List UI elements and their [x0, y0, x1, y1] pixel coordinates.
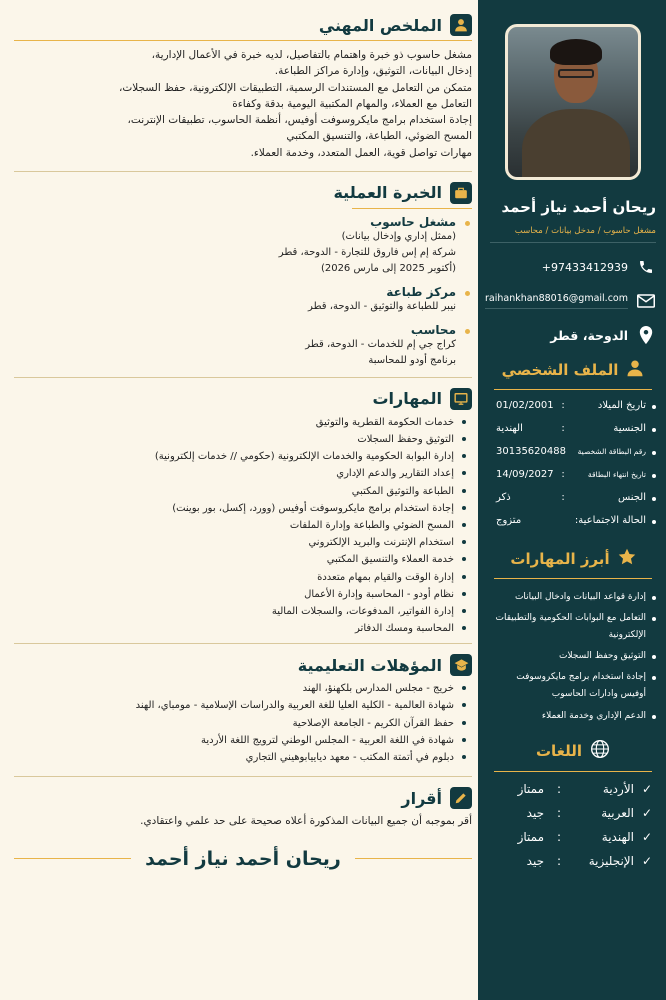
summary-heading: الملخص المهني: [14, 14, 472, 36]
profile-row-nationality: الجنسية : الهندية: [490, 423, 656, 434]
list-item: خدمات الحكومة القطرية والتوثيق: [14, 414, 454, 431]
education-list: [14, 680, 472, 766]
declaration-heading: أقرار: [14, 787, 472, 809]
profile-row-gender: الجنس : ذكر: [490, 492, 656, 503]
languages-list: [490, 782, 656, 868]
summary-text: مشغل حاسوب ذو خبرة واهتمام بالتفاصيل، لديه خبرة في الأعمال الإدارية، إدخال البيانات، التوثيق، وإدارة مراكز الطباعة. متمكن من التعامل مع المستندات الرسمية، التطبيقات الإلكترونية، حفظ السجلات، التعامل مع العملاء، والمهام المكتبية اليومية بدقة وكفاءة إجادة استخدام برامج مايكروسوفت أوفيس، أنظمة الحاسوب، تطبيقات الإنترنت، المسح الضوئي، الطباعة، والتنسيق المكتبي مهارات تواصل قوية، العمل المتعدد، وخدمة العملاء.: [118, 49, 472, 159]
list-item: إجادة استخدام برامج مايكروسوفت أوفيس (وورد، إكسل، بور بوينت): [14, 500, 454, 517]
list-item: الطباعة والتوثيق المكتبي: [14, 483, 454, 500]
top-skills-heading: أبرز المهارات: [494, 548, 652, 579]
contact-location: [490, 325, 656, 345]
list-item: خدمة العملاء والتنسيق المكتبي: [14, 551, 454, 568]
list-item: التوثيق وحفظ السجلات: [490, 648, 646, 665]
list-item: المسح الضوئي والطباعة وإدارة الملفات: [14, 517, 454, 534]
skills-heading: المهارات: [14, 388, 472, 410]
education-section: [14, 654, 472, 766]
language-row: ✓ الأردية : ممتاز: [517, 781, 652, 796]
declaration-text: أقر بموجبه أن جميع البيانات المذكورة أعلاه صحيحة على حد علمي واعتقادي.: [140, 815, 472, 828]
experience-section: [14, 182, 472, 369]
profile-row-id-expiry: تاريخ انتهاء البطاقة : 14/09/2027: [490, 469, 656, 480]
skills-section: [14, 388, 472, 637]
top-skills-list: [490, 589, 656, 725]
check-icon: ✓: [641, 805, 652, 820]
check-icon: ✓: [641, 829, 652, 844]
contact-email: [484, 291, 656, 311]
contact-block: [484, 257, 656, 345]
monitor-icon: [450, 388, 472, 410]
list-item: دبلوم في أتمتة المكتب - معهد دياييابوهيني التجاري: [14, 749, 454, 766]
languages-heading: اللغات: [494, 739, 652, 772]
sidebar: [478, 0, 666, 1000]
list-item: التعامل مع البوابات الحكومية والتطبيقات الإلكترونية: [490, 610, 646, 644]
phone-icon: [636, 257, 656, 277]
list-item: شهادة العالمية - الكلية العليا للغة العربية والدراسات الإسلامية - مومباي، الهند: [14, 697, 454, 714]
email-icon: [636, 291, 656, 311]
experience-item: محاسب كراج جي إم للخدمات - الدوحة، قطر برنامج أودو للمحاسبة: [14, 323, 472, 369]
contact-phone: [490, 257, 656, 277]
globe-icon: [590, 739, 610, 763]
location-pin-icon: [636, 325, 656, 345]
education-heading: المؤهلات التعليمية: [14, 654, 472, 676]
candidate-name: ريحان أحمد نياز أحمد: [501, 198, 656, 216]
list-item: إعداد التقارير والدعم الإداري: [14, 465, 454, 482]
profile-row-marital: الحالة الاجتماعية: متزوج: [490, 515, 656, 526]
list-item: الدعم الإداري وخدمة العملاء: [490, 708, 646, 725]
signature-name: ريحان أحمد نياز أحمد: [145, 847, 341, 870]
language-row: ✓ العربية : جيد: [526, 805, 652, 820]
main-content: [14, 14, 472, 870]
profile-info: [490, 400, 656, 526]
email-address[interactable]: raihankhan88016@gmail.com: [485, 293, 628, 309]
check-icon: ✓: [641, 781, 652, 796]
list-item: إدارة البوابة الحكومية والخدمات الإلكترونية (حكومي // خدمات إلكترونية): [14, 448, 454, 465]
star-icon: [618, 548, 636, 570]
graduation-cap-icon: [450, 654, 472, 676]
experience-item: مركز طباعة نيبر للطباعة والتوثيق - الدوحة، قطر: [14, 285, 472, 315]
location-text: الدوحة، قطر: [550, 327, 628, 343]
phone-number[interactable]: +97433412939: [541, 260, 628, 274]
summary-section: [14, 14, 472, 161]
language-row: ✓ الإنجليزية : جيد: [526, 853, 652, 868]
list-item: استخدام الإنترنت والبريد الإلكتروني: [14, 534, 454, 551]
list-item: خريج - مجلس المدارس بلكهنؤ، الهند: [14, 680, 454, 697]
profile-row-id: رقم البطاقة الشخصية 30135620488: [490, 446, 656, 457]
list-item: إدارة قواعد البيانات وادخال البيانات: [490, 589, 646, 606]
profile-photo: [505, 24, 641, 180]
pen-icon: [450, 787, 472, 809]
user-icon: [626, 359, 644, 381]
signature: [14, 848, 472, 870]
declaration-section: [14, 787, 472, 869]
list-item: نظام أودو - المحاسبة وإدارة الأعمال: [14, 586, 454, 603]
briefcase-icon: [450, 182, 472, 204]
profile-heading: الملف الشخصي: [494, 359, 652, 390]
profile-row-dob: تاريخ الميلاد : 01/02/2001: [490, 400, 656, 411]
list-item: إدارة الوقت والقيام بمهام متعددة: [14, 569, 454, 586]
list-item: المحاسبة ومسك الدفاتر: [14, 620, 454, 637]
list-item: التوثيق وحفظ السجلات: [14, 431, 454, 448]
experience-heading: الخبرة العملية: [14, 182, 472, 204]
list-item: شهادة في اللغة العربية - المجلس الوطني لترويج اللغة الأردية: [14, 732, 454, 749]
list-item: حفظ القرآن الكريم - الجامعة الإصلاحية: [14, 715, 454, 732]
check-icon: ✓: [641, 853, 652, 868]
user-icon: [450, 14, 472, 36]
experience-item: مشغل حاسوب (ممثل إداري وإدخال بيانات) شركة إم إس فاروق للتجارة - الدوحة، قطر (أكتوبر 2025 إلى مارس 2026): [14, 215, 472, 277]
candidate-roles: مشغل حاسوب / مدخل بيانات / محاسب: [490, 226, 656, 243]
list-item: إجادة استخدام برامج مايكروسوفت أوفيس وادارات الحاسوب: [490, 669, 646, 703]
skills-list: [14, 414, 472, 637]
language-row: ✓ الهندية : ممتاز: [517, 829, 652, 844]
list-item: إدارة الفواتير، المدفوعات، والسجلات المالية: [14, 603, 454, 620]
